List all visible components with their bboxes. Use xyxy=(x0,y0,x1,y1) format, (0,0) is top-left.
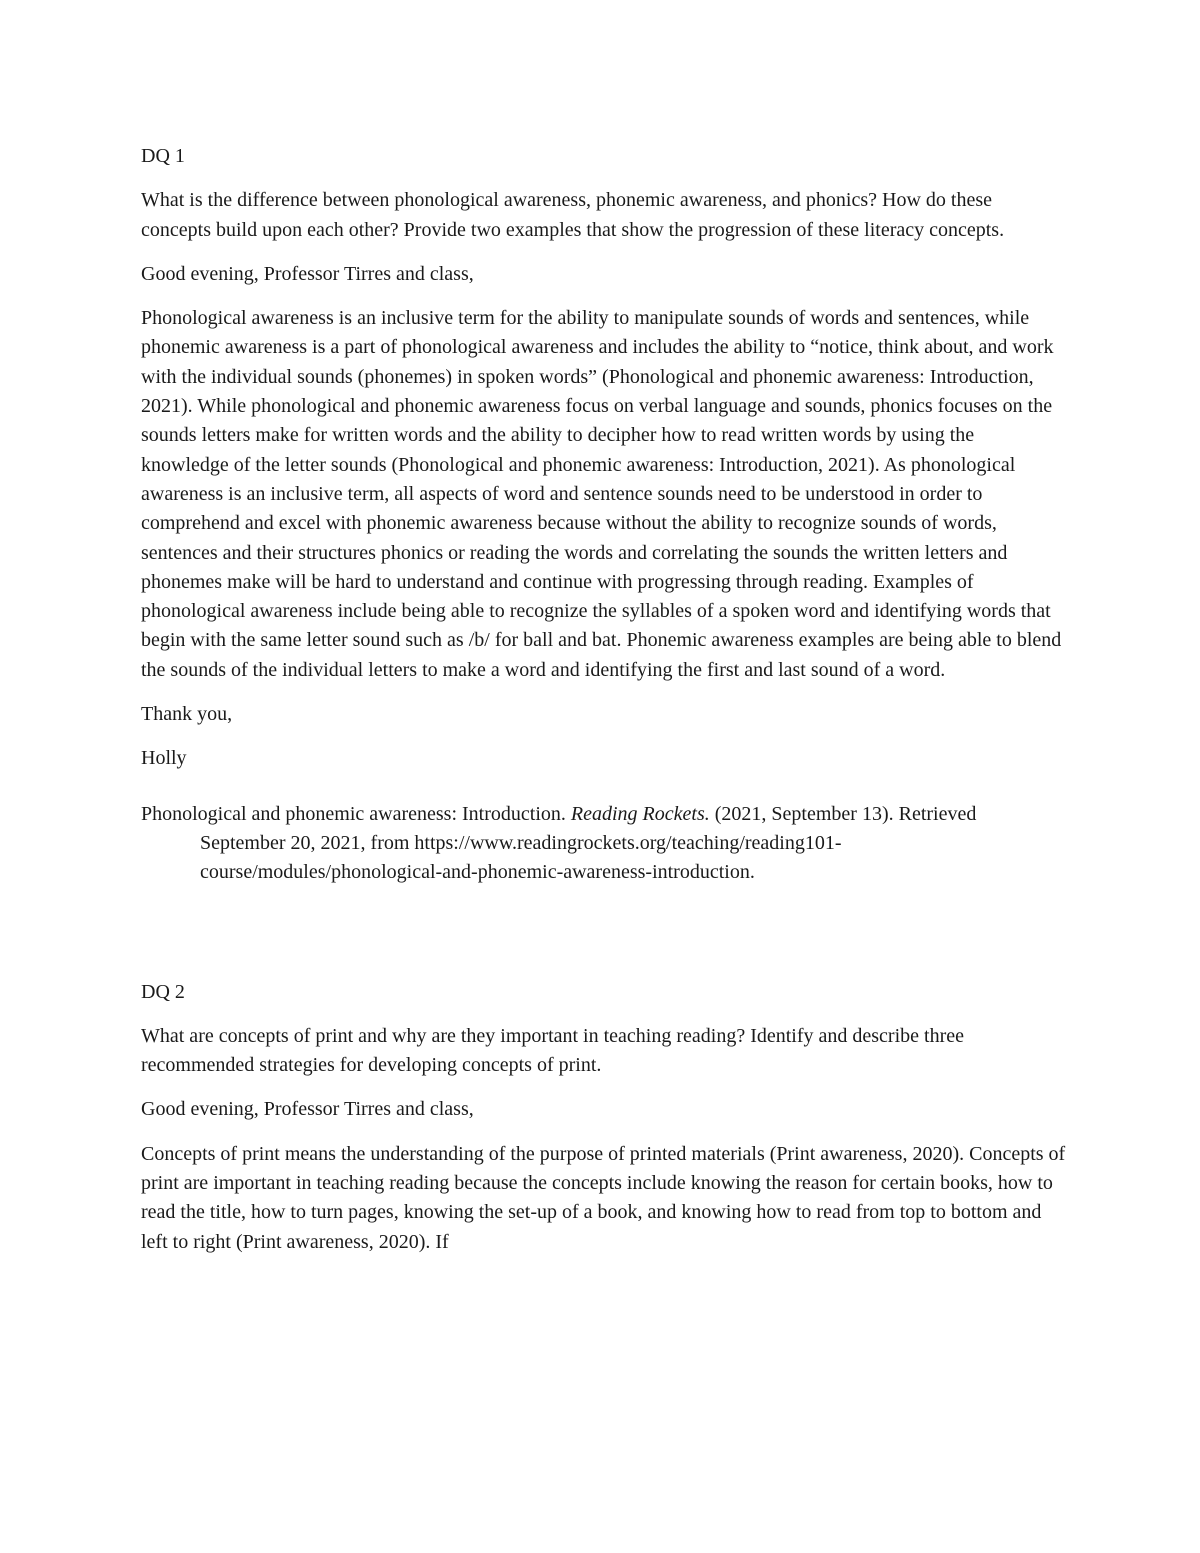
dq1-closing: Thank you, xyxy=(141,703,233,726)
dq2-heading: DQ 2 xyxy=(141,980,185,1003)
reference-prefix: Phonological and phonemic awareness: Introduction. xyxy=(141,802,571,825)
dq1-question: What is the difference between phonological awareness, phonemic awareness, and phonics? How do these concepts build upon each other? Provide two examples that show the progression of these literacy concepts. xyxy=(141,189,1005,241)
dq1-heading: DQ 1 xyxy=(141,145,185,167)
dq1-reference xyxy=(141,800,1066,888)
dq1-body: Phonological awareness is an inclusive term for the ability to manipulate sounds of words and sentences, while phonemic awareness is a part of phonological awareness and includes the ability to “notice, think about, and work with the individual sounds (phonemes) in spoken words” (Phonological and phonemic awareness: Introduction, 2021). While phonological and phonemic awareness focus on verbal language and sounds, phonics focuses on the sounds letters make for written words and the ability to decipher how to read written words by using the knowledge of the letter sounds (Phonological and phonemic awareness: Introduction, 2021). As phonological awareness is an inclusive term, all aspects of word and sentence sounds need to be understood in order to comprehend and excel with phonemic awareness because without the ability to recognize sounds of words, sentences and their structures phonics or reading the words and correlating the sounds the written letters and phonemes make will be hard to understand and continue with progressing through reading. Examples of phonological awareness include being able to recognize the syllables of a spoken word and identifying words that begin with the same letter sound such as /b/ for ball and bat. Phonemic awareness examples are being able to blend the sounds of the individual letters to make a word and identifying the first and last sound of a word. xyxy=(141,307,1062,681)
dq2-greeting: Good evening, Professor Tirres and class, xyxy=(141,1098,474,1121)
reference-suffix: (2021, September 13). Retrieved September 20, 2021, from https://www.readingrockets.org/teaching/reading101-course/modules/phonological-and-phonemic-awareness-introduction. xyxy=(200,802,977,884)
dq1-section xyxy=(141,142,1066,888)
reference-journal: Reading Rockets. xyxy=(570,802,710,825)
dq2-question: What are concepts of print and why are they important in teaching reading? Identify and describe three recommended strategies for developing concepts of print. xyxy=(141,1024,964,1077)
dq1-greeting: Good evening, Professor Tirres and class, xyxy=(141,262,474,285)
dq2-body: Concepts of print means the understanding of the purpose of printed materials (Print awareness, 2020). Concepts of print are important in teaching reading because the concepts include knowing the reason for certain books, how to read the title, how to turn pages, knowing the set-up of a book, and knowing how to read from top to bottom and left to right (Print awareness, 2020). If xyxy=(141,1142,1066,1253)
document-content xyxy=(141,142,1066,1272)
dq2-section xyxy=(141,978,1066,1257)
dq1-signature: Holly xyxy=(141,747,187,770)
